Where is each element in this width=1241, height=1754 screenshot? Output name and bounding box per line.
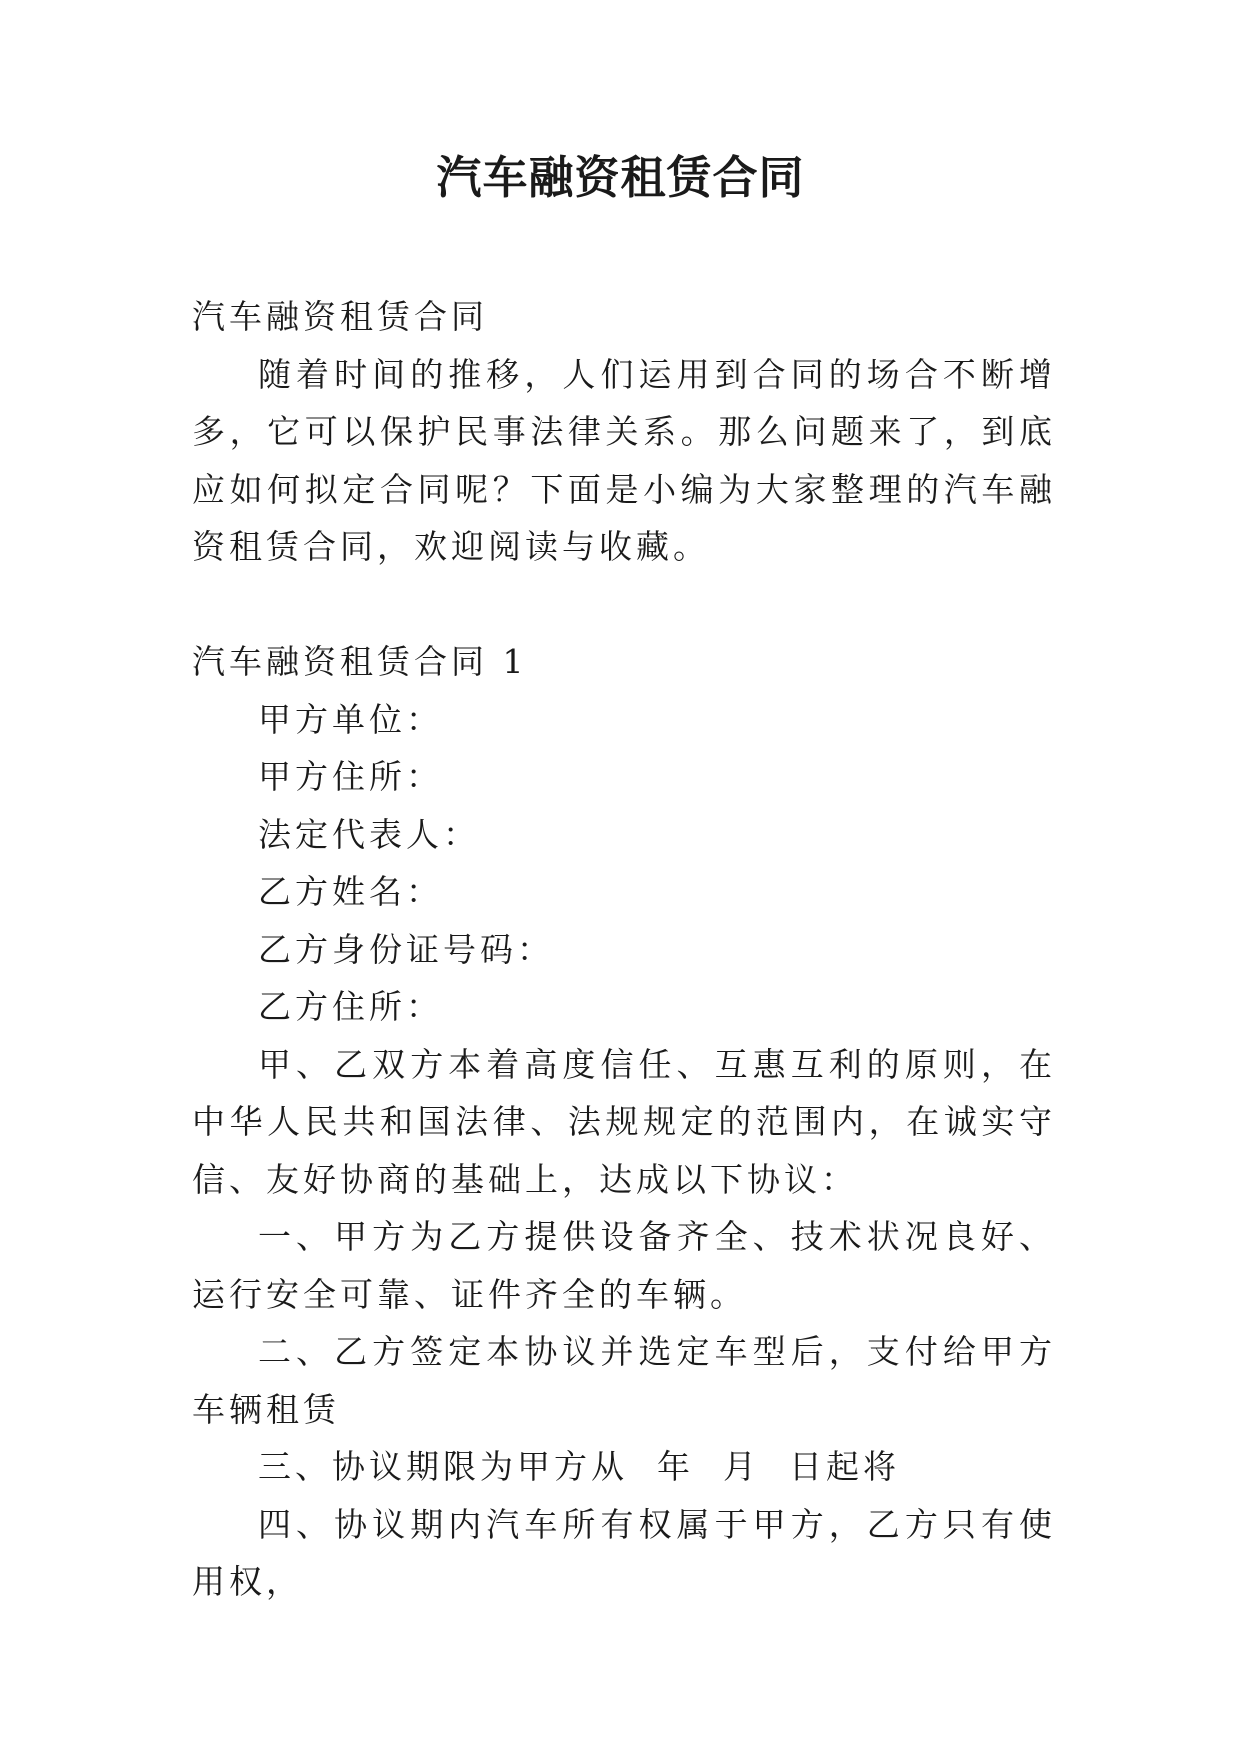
document-body [192, 288, 1056, 1611]
clause-3: 三、协议期限为甲方从 年 月 日起将 [258, 1447, 900, 1486]
clause-4: 四、协议期内汽车所有权属于甲方，乙方只有使用权， [192, 1504, 1056, 1601]
intro-paragraph: 随着时间的推移，人们运用到合同的场合不断增多，它可以保护民事法律关系。那么问题来了，到底应如何拟定合同呢？下面是小编为大家整理的汽车融资租赁合同，欢迎阅读与收藏。 [192, 354, 1056, 566]
clause-1: 一、甲方为乙方提供设备齐全、技术状况良好、运行安全可靠、证件齐全的车辆。 [192, 1217, 1056, 1314]
field-party-b-id-number: 乙方身份证号码： [258, 929, 554, 969]
document-title: 汽车融资租赁合同 [436, 151, 805, 204]
field-party-b-address: 乙方住所： [258, 987, 443, 1026]
field-party-a-address: 甲方住所： [258, 757, 443, 796]
section-heading: 汽车融资租赁合同 1 [192, 642, 528, 681]
clause-2: 二、乙方签定本协议并选定车型后，支付给甲方车辆租赁 [192, 1332, 1056, 1429]
field-party-b-name: 乙方姓名： [258, 872, 443, 911]
paragraph-gap [192, 576, 1056, 634]
field-party-a-unit: 甲方单位： [258, 699, 443, 739]
subtitle: 汽车融资租赁合同 [192, 297, 488, 336]
clause-preamble: 甲、乙双方本着高度信任、互惠互利的原则，在中华人民共和国法律、法规规定的范围内，在诚实守信、友好协商的基础上，达成以下协议： [192, 1044, 1056, 1199]
field-legal-representative: 法定代表人： [258, 814, 480, 854]
